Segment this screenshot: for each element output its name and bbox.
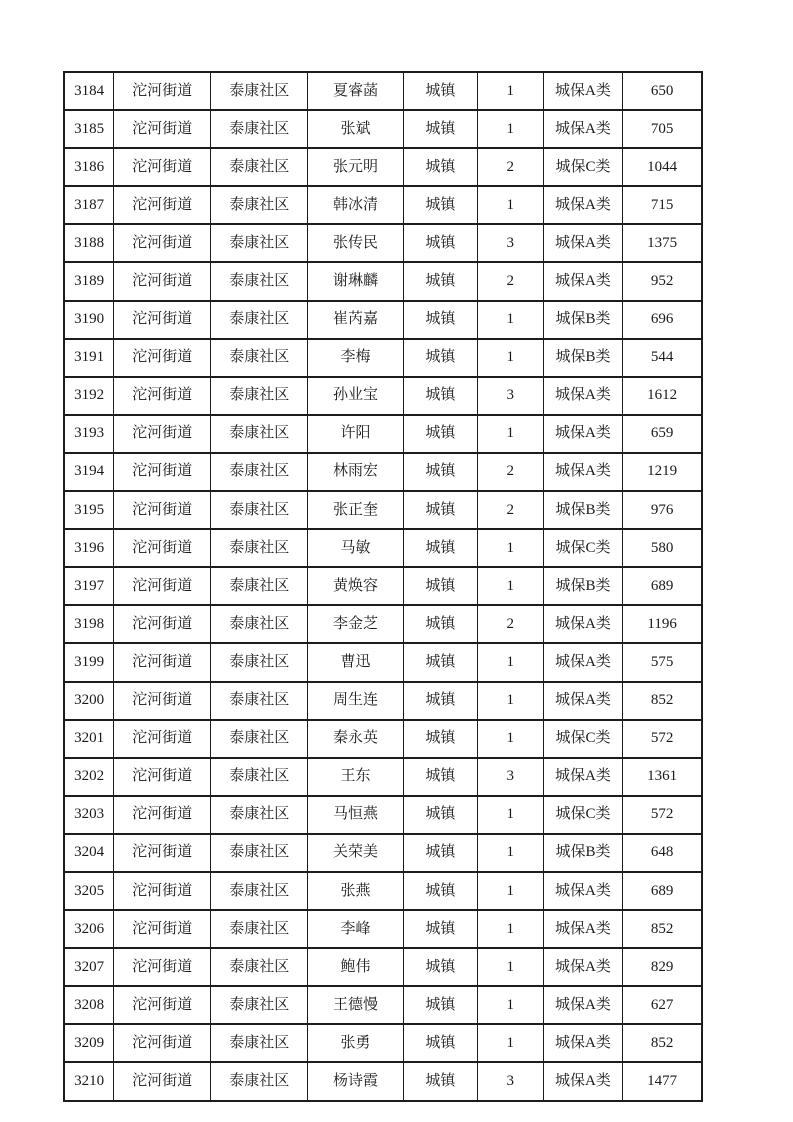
cell-amount: 1361 (623, 758, 702, 796)
cell-count: 1 (477, 948, 543, 986)
cell-id: 3198 (64, 605, 114, 643)
table-row (64, 224, 702, 262)
cell-category: 城保C类 (543, 529, 623, 567)
cell-amount: 572 (623, 720, 702, 758)
cell-community: 泰康社区 (211, 758, 308, 796)
table-row (64, 1024, 702, 1062)
cell-name: 李梅 (308, 339, 404, 377)
cell-street: 沱河街道 (114, 758, 211, 796)
cell-community: 泰康社区 (211, 986, 308, 1024)
table-row (64, 1062, 702, 1100)
cell-id: 3186 (64, 148, 114, 186)
cell-street: 沱河街道 (114, 567, 211, 605)
cell-amount: 689 (623, 872, 702, 910)
cell-name: 张传民 (308, 224, 404, 262)
cell-name: 关荣美 (308, 834, 404, 872)
cell-count: 1 (477, 339, 543, 377)
cell-count: 3 (477, 377, 543, 415)
cell-amount: 544 (623, 339, 702, 377)
cell-id: 3205 (64, 872, 114, 910)
cell-community: 泰康社区 (211, 948, 308, 986)
cell-name: 张正奎 (308, 491, 404, 529)
cell-category: 城保A类 (543, 605, 623, 643)
cell-type: 城镇 (403, 186, 477, 224)
cell-id: 3187 (64, 186, 114, 224)
cell-type: 城镇 (403, 1024, 477, 1062)
cell-count: 2 (477, 262, 543, 300)
cell-name: 夏睿菡 (308, 72, 404, 110)
table-row (64, 720, 702, 758)
cell-category: 城保A类 (543, 872, 623, 910)
cell-count: 3 (477, 224, 543, 262)
cell-count: 1 (477, 110, 543, 148)
cell-category: 城保A类 (543, 415, 623, 453)
cell-community: 泰康社区 (211, 682, 308, 720)
cell-type: 城镇 (403, 491, 477, 529)
cell-category: 城保A类 (543, 1024, 623, 1062)
records-table (63, 71, 703, 1102)
table-row (64, 301, 702, 339)
table-row (64, 948, 702, 986)
table-row (64, 148, 702, 186)
table-row (64, 682, 702, 720)
cell-id: 3204 (64, 834, 114, 872)
cell-name: 周生连 (308, 682, 404, 720)
cell-count: 1 (477, 834, 543, 872)
records-tbody (64, 72, 702, 1101)
cell-amount: 952 (623, 262, 702, 300)
cell-count: 1 (477, 301, 543, 339)
cell-count: 1 (477, 872, 543, 910)
cell-id: 3201 (64, 720, 114, 758)
cell-community: 泰康社区 (211, 1024, 308, 1062)
cell-category: 城保A类 (543, 1062, 623, 1100)
cell-amount: 580 (623, 529, 702, 567)
cell-type: 城镇 (403, 1062, 477, 1100)
table-row (64, 262, 702, 300)
cell-count: 2 (477, 453, 543, 491)
cell-count: 1 (477, 529, 543, 567)
cell-street: 沱河街道 (114, 301, 211, 339)
cell-community: 泰康社区 (211, 415, 308, 453)
cell-name: 张斌 (308, 110, 404, 148)
table-row (64, 453, 702, 491)
cell-count: 1 (477, 186, 543, 224)
cell-community: 泰康社区 (211, 491, 308, 529)
cell-id: 3202 (64, 758, 114, 796)
cell-name: 许阳 (308, 415, 404, 453)
cell-type: 城镇 (403, 415, 477, 453)
cell-community: 泰康社区 (211, 339, 308, 377)
cell-street: 沱河街道 (114, 529, 211, 567)
cell-id: 3209 (64, 1024, 114, 1062)
cell-name: 秦永英 (308, 720, 404, 758)
cell-type: 城镇 (403, 986, 477, 1024)
cell-community: 泰康社区 (211, 262, 308, 300)
cell-type: 城镇 (403, 148, 477, 186)
cell-category: 城保A类 (543, 72, 623, 110)
cell-type: 城镇 (403, 529, 477, 567)
cell-amount: 689 (623, 567, 702, 605)
cell-category: 城保C类 (543, 796, 623, 834)
cell-category: 城保B类 (543, 339, 623, 377)
cell-type: 城镇 (403, 643, 477, 681)
cell-name: 杨诗霞 (308, 1062, 404, 1100)
cell-category: 城保B类 (543, 491, 623, 529)
table-row (64, 110, 702, 148)
cell-amount: 1375 (623, 224, 702, 262)
cell-amount: 976 (623, 491, 702, 529)
table-row (64, 834, 702, 872)
cell-street: 沱河街道 (114, 1062, 211, 1100)
cell-id: 3193 (64, 415, 114, 453)
table-row (64, 796, 702, 834)
cell-name: 张勇 (308, 1024, 404, 1062)
cell-community: 泰康社区 (211, 872, 308, 910)
cell-id: 3196 (64, 529, 114, 567)
cell-name: 马恒燕 (308, 796, 404, 834)
cell-type: 城镇 (403, 567, 477, 605)
cell-name: 张元明 (308, 148, 404, 186)
cell-id: 3192 (64, 377, 114, 415)
cell-category: 城保A类 (543, 262, 623, 300)
cell-count: 1 (477, 682, 543, 720)
table-row (64, 491, 702, 529)
cell-community: 泰康社区 (211, 301, 308, 339)
cell-category: 城保A类 (543, 377, 623, 415)
cell-street: 沱河街道 (114, 72, 211, 110)
cell-name: 李峰 (308, 910, 404, 948)
cell-name: 谢琳麟 (308, 262, 404, 300)
cell-street: 沱河街道 (114, 682, 211, 720)
cell-type: 城镇 (403, 834, 477, 872)
cell-category: 城保A类 (543, 682, 623, 720)
cell-count: 1 (477, 986, 543, 1024)
cell-category: 城保A类 (543, 910, 623, 948)
cell-community: 泰康社区 (211, 796, 308, 834)
cell-category: 城保C类 (543, 720, 623, 758)
cell-name: 黄焕容 (308, 567, 404, 605)
cell-count: 1 (477, 415, 543, 453)
cell-id: 3188 (64, 224, 114, 262)
cell-street: 沱河街道 (114, 1024, 211, 1062)
cell-type: 城镇 (403, 720, 477, 758)
cell-count: 2 (477, 148, 543, 186)
cell-name: 林雨宏 (308, 453, 404, 491)
cell-street: 沱河街道 (114, 377, 211, 415)
cell-type: 城镇 (403, 262, 477, 300)
table-row (64, 529, 702, 567)
cell-count: 1 (477, 720, 543, 758)
cell-category: 城保A类 (543, 948, 623, 986)
cell-amount: 829 (623, 948, 702, 986)
cell-community: 泰康社区 (211, 453, 308, 491)
cell-count: 2 (477, 605, 543, 643)
cell-id: 3190 (64, 301, 114, 339)
cell-type: 城镇 (403, 910, 477, 948)
cell-id: 3207 (64, 948, 114, 986)
cell-amount: 705 (623, 110, 702, 148)
cell-count: 3 (477, 1062, 543, 1100)
cell-street: 沱河街道 (114, 453, 211, 491)
cell-amount: 648 (623, 834, 702, 872)
cell-id: 3203 (64, 796, 114, 834)
cell-count: 3 (477, 758, 543, 796)
cell-type: 城镇 (403, 682, 477, 720)
cell-street: 沱河街道 (114, 872, 211, 910)
cell-amount: 852 (623, 910, 702, 948)
cell-street: 沱河街道 (114, 605, 211, 643)
cell-id: 3191 (64, 339, 114, 377)
cell-category: 城保A类 (543, 186, 623, 224)
cell-community: 泰康社区 (211, 643, 308, 681)
table-row (64, 339, 702, 377)
table-row (64, 605, 702, 643)
cell-count: 1 (477, 910, 543, 948)
cell-street: 沱河街道 (114, 110, 211, 148)
cell-category: 城保B类 (543, 834, 623, 872)
cell-category: 城保A类 (543, 643, 623, 681)
table-row (64, 643, 702, 681)
cell-type: 城镇 (403, 872, 477, 910)
cell-street: 沱河街道 (114, 720, 211, 758)
cell-name: 韩冰清 (308, 186, 404, 224)
cell-community: 泰康社区 (211, 186, 308, 224)
cell-name: 王东 (308, 758, 404, 796)
cell-street: 沱河街道 (114, 834, 211, 872)
cell-community: 泰康社区 (211, 72, 308, 110)
cell-category: 城保B类 (543, 567, 623, 605)
cell-amount: 1044 (623, 148, 702, 186)
cell-type: 城镇 (403, 301, 477, 339)
cell-category: 城保A类 (543, 224, 623, 262)
cell-id: 3184 (64, 72, 114, 110)
table-row (64, 415, 702, 453)
cell-category: 城保A类 (543, 110, 623, 148)
cell-name: 曹迅 (308, 643, 404, 681)
cell-type: 城镇 (403, 605, 477, 643)
cell-amount: 1196 (623, 605, 702, 643)
cell-count: 1 (477, 567, 543, 605)
cell-category: 城保B类 (543, 301, 623, 339)
cell-category: 城保A类 (543, 758, 623, 796)
cell-community: 泰康社区 (211, 148, 308, 186)
cell-type: 城镇 (403, 948, 477, 986)
cell-amount: 659 (623, 415, 702, 453)
cell-street: 沱河街道 (114, 491, 211, 529)
cell-id: 3199 (64, 643, 114, 681)
cell-type: 城镇 (403, 110, 477, 148)
cell-count: 2 (477, 491, 543, 529)
cell-street: 沱河街道 (114, 224, 211, 262)
cell-id: 3194 (64, 453, 114, 491)
cell-community: 泰康社区 (211, 720, 308, 758)
table-row (64, 910, 702, 948)
cell-count: 1 (477, 72, 543, 110)
cell-count: 1 (477, 1024, 543, 1062)
cell-community: 泰康社区 (211, 529, 308, 567)
cell-community: 泰康社区 (211, 1062, 308, 1100)
cell-street: 沱河街道 (114, 148, 211, 186)
cell-street: 沱河街道 (114, 910, 211, 948)
table-row (64, 986, 702, 1024)
cell-id: 3185 (64, 110, 114, 148)
cell-type: 城镇 (403, 377, 477, 415)
cell-name: 王德慢 (308, 986, 404, 1024)
cell-id: 3189 (64, 262, 114, 300)
table-row (64, 758, 702, 796)
cell-amount: 575 (623, 643, 702, 681)
cell-amount: 715 (623, 186, 702, 224)
table-row (64, 377, 702, 415)
cell-id: 3195 (64, 491, 114, 529)
cell-amount: 1477 (623, 1062, 702, 1100)
cell-community: 泰康社区 (211, 110, 308, 148)
table-row (64, 567, 702, 605)
cell-street: 沱河街道 (114, 986, 211, 1024)
table-row (64, 72, 702, 110)
cell-street: 沱河街道 (114, 262, 211, 300)
cell-street: 沱河街道 (114, 186, 211, 224)
cell-id: 3208 (64, 986, 114, 1024)
cell-name: 李金芝 (308, 605, 404, 643)
cell-street: 沱河街道 (114, 339, 211, 377)
cell-id: 3210 (64, 1062, 114, 1100)
table-row (64, 186, 702, 224)
cell-type: 城镇 (403, 796, 477, 834)
cell-community: 泰康社区 (211, 605, 308, 643)
cell-count: 1 (477, 643, 543, 681)
cell-street: 沱河街道 (114, 796, 211, 834)
cell-type: 城镇 (403, 72, 477, 110)
cell-community: 泰康社区 (211, 377, 308, 415)
cell-id: 3200 (64, 682, 114, 720)
cell-amount: 627 (623, 986, 702, 1024)
cell-amount: 572 (623, 796, 702, 834)
cell-name: 鲍伟 (308, 948, 404, 986)
cell-type: 城镇 (403, 339, 477, 377)
cell-street: 沱河街道 (114, 415, 211, 453)
cell-community: 泰康社区 (211, 567, 308, 605)
cell-amount: 1612 (623, 377, 702, 415)
cell-amount: 1219 (623, 453, 702, 491)
cell-community: 泰康社区 (211, 834, 308, 872)
table-row (64, 872, 702, 910)
cell-category: 城保A类 (543, 453, 623, 491)
cell-name: 崔芮嘉 (308, 301, 404, 339)
cell-amount: 852 (623, 682, 702, 720)
cell-name: 张燕 (308, 872, 404, 910)
cell-type: 城镇 (403, 453, 477, 491)
cell-count: 1 (477, 796, 543, 834)
cell-amount: 650 (623, 72, 702, 110)
cell-id: 3206 (64, 910, 114, 948)
cell-street: 沱河街道 (114, 948, 211, 986)
cell-street: 沱河街道 (114, 643, 211, 681)
cell-category: 城保A类 (543, 986, 623, 1024)
cell-id: 3197 (64, 567, 114, 605)
cell-amount: 696 (623, 301, 702, 339)
cell-community: 泰康社区 (211, 224, 308, 262)
cell-community: 泰康社区 (211, 910, 308, 948)
cell-category: 城保C类 (543, 148, 623, 186)
cell-type: 城镇 (403, 224, 477, 262)
cell-name: 孙业宝 (308, 377, 404, 415)
cell-name: 马敏 (308, 529, 404, 567)
cell-type: 城镇 (403, 758, 477, 796)
cell-amount: 852 (623, 1024, 702, 1062)
